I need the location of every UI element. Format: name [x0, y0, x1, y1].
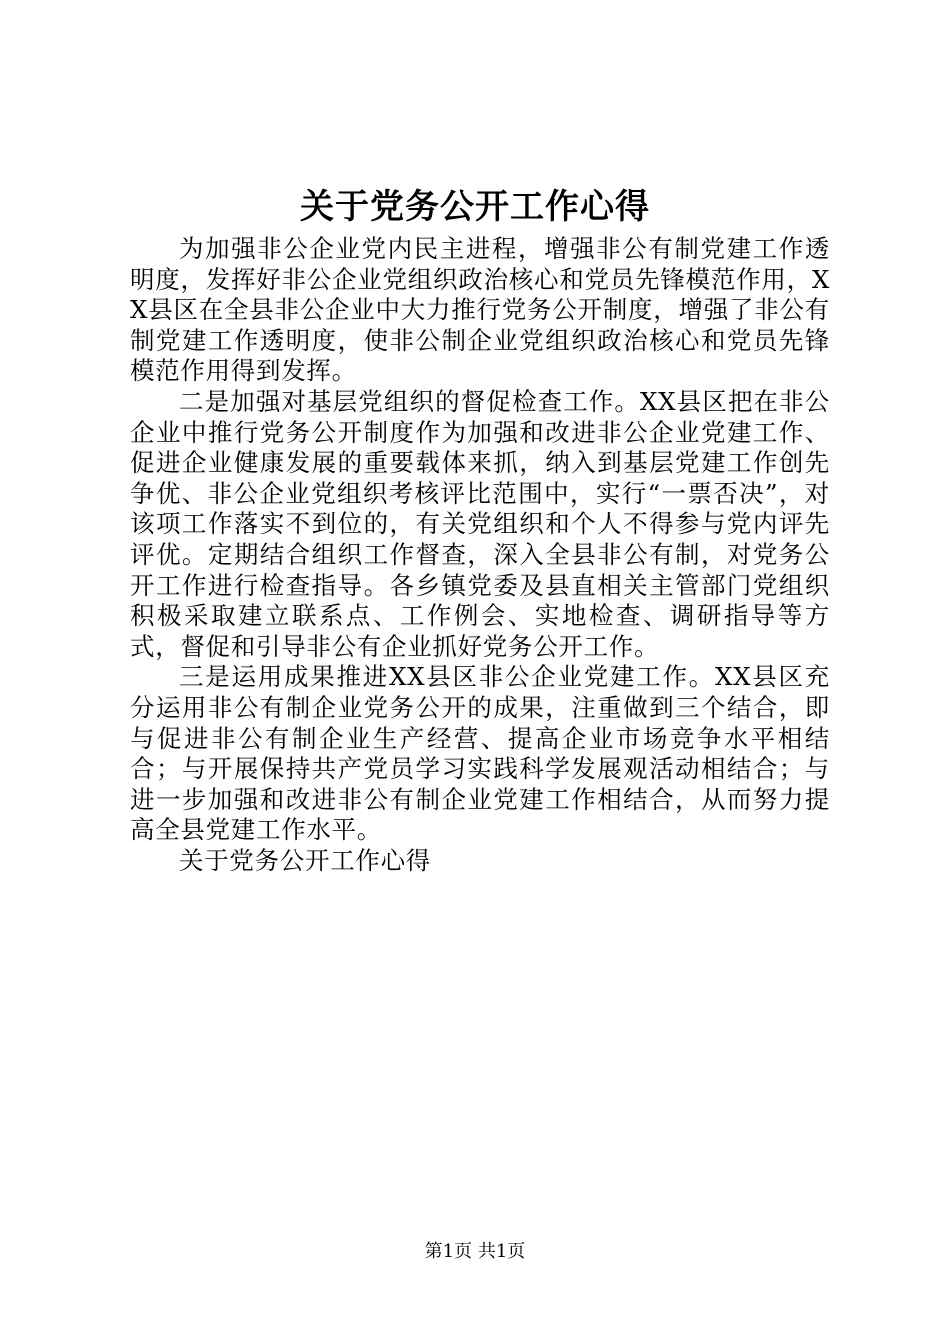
document-body: [130, 234, 830, 876]
paragraph-results: 三是运用成果推进XX县区非公企业党建工作。XX县区充分运用非公有制企业党务公开的成果，注重做到三个结合，即与促进非公有制企业生产经营、提高企业市场竞争水平相结合；与开展保持共产党员学习实践科学发展观活动相结合；与进一步加强和改进非公有制企业党建工作相结合，从而努力提高全县党建工作水平。: [130, 662, 830, 845]
closing-line: 关于党务公开工作心得: [179, 845, 431, 875]
document-title: 关于党务公开工作心得: [300, 187, 650, 227]
paragraph-intro: 为加强非公企业党内民主进程，增强非公有制党建工作透明度，发挥好非公企业党组织政治核心和党员先锋模范作用，XX县区在全县非公企业中大力推行党务公开制度，增强了非公有制党建工作透明度，使非公制企业党组织政治核心和党员先锋模范作用得到发挥。: [130, 234, 830, 386]
paragraph-supervision: 二是加强对基层党组织的督促检查工作。XX县区把在非公企业中推行党务公开制度作为加强和改进非公企业党建工作、促进企业健康发展的重要载体来抓，纳入到基层党建工作创先争优、非公企业党组织考核评比范围中，实行“一票否决”，对该项工作落实不到位的，有关党组织和个人不得参与党内评先评优。定期结合组织工作督查，深入全县非公有制，对党务公开工作进行检查指导。各乡镇党委及县直相关主管部门党组织积极采取建立联系点、工作例会、实地检查、调研指导等方式，督促和引导非公有企业抓好党务公开工作。: [130, 386, 830, 661]
page-number-footer: 第1页 共1页: [424, 1241, 526, 1262]
